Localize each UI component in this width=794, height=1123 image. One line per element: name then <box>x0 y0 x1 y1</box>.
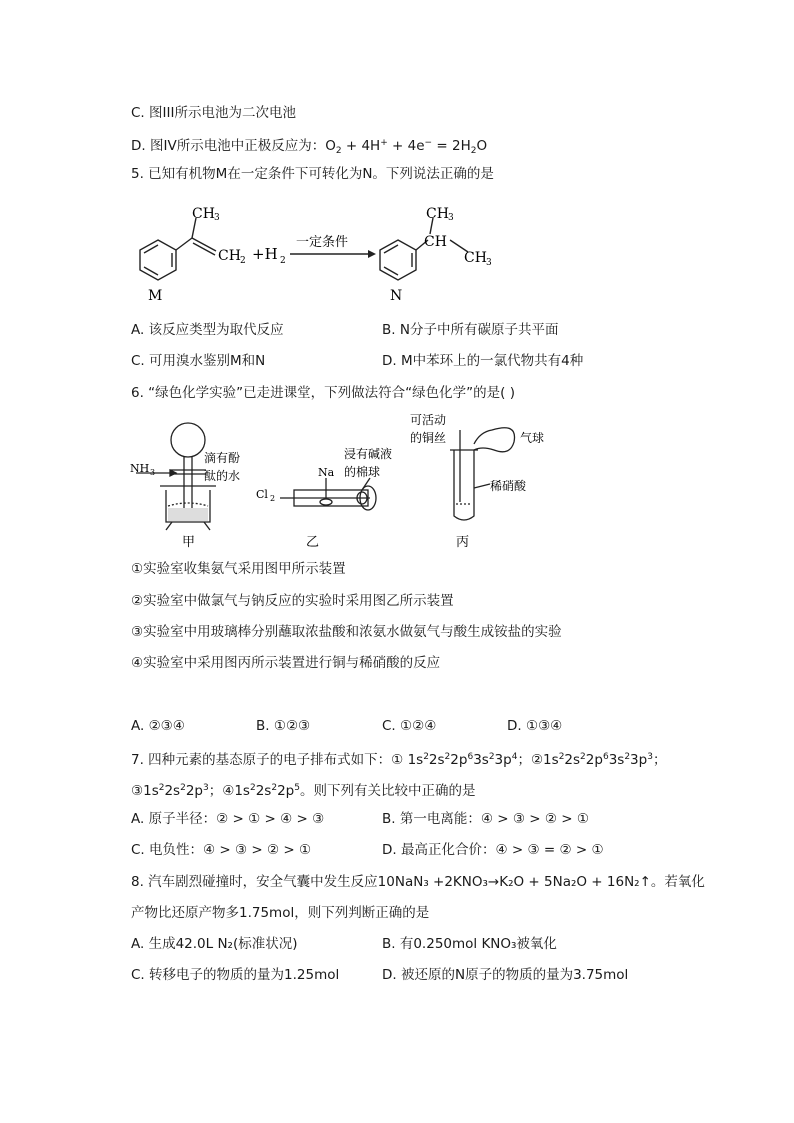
ch3-label-n-right: CH <box>464 250 487 266</box>
q5-option-a: A. 该反应类型为取代反应 <box>131 322 284 338</box>
ch-label-n: CH <box>424 234 447 250</box>
q7-option-c: C. 电负性：④ > ③ > ② > ① <box>131 842 312 858</box>
q8-option-a: A. 生成42.0L N₂(标准状况) <box>131 936 298 952</box>
q7-option-d: D. 最高正化合价：④ > ③ = ② > ① <box>382 842 604 858</box>
q5-option-b: B. N分子中所有碳原子共平面 <box>382 322 559 338</box>
q6-apparatus-figure <box>130 410 580 550</box>
label-m: M <box>148 288 163 304</box>
q5-option-d: D. M中苯环上的一氯代物共有4种 <box>382 353 584 369</box>
q4-option-d: D. 图IV所示电池中正极反应为：$O_2 + 4H^+ + 4e^- = 2H_2O$ <box>131 138 488 156</box>
cotton-label-2: 的棉球 <box>344 465 381 479</box>
cl2-label: Cl <box>256 488 268 501</box>
q8-option-c: C. 转移电子的物质的量为1.25mol <box>131 967 340 983</box>
svg-text:3: 3 <box>448 213 454 223</box>
q6-option-b: B. ①②③ <box>256 718 311 734</box>
q6-option-a: A. ②③④ <box>131 718 185 734</box>
water-label-1: 滴有酚 <box>204 451 241 465</box>
q7-stem-line2: $③1s^22s^22p^3$；$④1s^22s^22p^5$。则下列有关比较中正确的是 <box>131 783 476 799</box>
q8-stem: 8. 汽车剧烈碰撞时，安全气囊中发生反应10NaN₃ +2KNO₃→K₂O + 5Na₂O + 16N₂↑。若氧化 <box>131 874 705 890</box>
q7-line2-end: 。则下列有关比较中正确的是 <box>299 783 476 799</box>
q8-option-b: B. 有0.250mol KNO₃被氧化 <box>382 936 557 952</box>
q7-option-a: A. 原子半径：② > ① > ④ > ③ <box>131 811 325 827</box>
acid-label: 稀硝酸 <box>490 479 527 493</box>
q7-stem: 7. 四种元素的基态原子的电子排布式如下：① $1s^22s^22p^63s^23p^4$；$②1s^22s^22p^63s^23p^3$； <box>131 752 667 768</box>
q5-stem: 5. 已知有机物M在一定条件下可转化为N。下列说法正确的是 <box>131 166 494 182</box>
q4-option-c: C. 图III所示电池为二次电池 <box>131 105 296 121</box>
label-bing: 丙 <box>456 535 470 550</box>
q7-stem-a: 7. 四种元素的基态原子的电子排布式如下：① 1s <box>131 752 424 768</box>
q7-stem-b: ；②1s <box>517 752 559 768</box>
wire-label-2: 的铜丝 <box>410 431 447 445</box>
ch3-label-n-top: CH <box>426 206 449 222</box>
balloon-label: 气球 <box>520 431 545 445</box>
reaction-condition: 一定条件 <box>296 235 349 250</box>
svg-text:2: 2 <box>240 256 246 266</box>
q6-statement-1: ①实验室收集氨气采用图甲所示装置 <box>131 561 346 577</box>
q5-option-c: C. 可用溴水鉴别M和N <box>131 353 266 369</box>
svg-text:3: 3 <box>486 258 492 268</box>
q6-statement-4: ④实验室中采用图丙所示装置进行铜与稀硝酸的反应 <box>131 655 441 671</box>
label-yi: 乙 <box>306 535 320 550</box>
q6-option-c: C. ①②④ <box>382 718 437 734</box>
q4-d-h2: = 2H <box>432 138 471 154</box>
svg-text:3: 3 <box>150 468 156 477</box>
wire-label-1: 可活动 <box>410 413 447 427</box>
q4-d-text: D. 图IV所示电池中正极反应为：O <box>131 138 336 154</box>
cotton-label-1: 浸有碱液 <box>344 447 393 461</box>
na-label: Na <box>318 466 335 479</box>
q7-option-b: B. 第一电离能：④ > ③ > ② > ① <box>382 811 589 827</box>
benzene-ring-m <box>140 218 216 280</box>
q6-statement-2: ②实验室中做氯气与钠反应的实验时采用图乙所示装置 <box>131 593 454 609</box>
nh3-label: NH <box>130 462 150 475</box>
q5-reaction-figure <box>130 196 510 308</box>
label-n: N <box>390 288 403 304</box>
label-jia: 甲 <box>182 535 196 550</box>
q8-stem-line2: 产物比还原产物多1.75mol，则下列判断正确的是 <box>131 905 430 921</box>
q6-stem: 6. “绿色化学实验”已走进课堂，下列做法符合“绿色化学”的是( ) <box>131 385 515 401</box>
ch2-label-m: CH <box>218 248 241 264</box>
q6-statement-3: ③实验室中用玻璃棒分别蘸取浓盐酸和浓氨水做氨气与酸生成铵盐的实验 <box>131 624 562 640</box>
svg-text:2: 2 <box>280 256 286 266</box>
q4-d-o: O <box>476 138 488 154</box>
q8-option-d: D. 被还原的N原子的物质的量为3.75mol <box>382 967 629 983</box>
ch3-label-m: CH <box>192 206 215 222</box>
h2-label: +H <box>252 245 278 263</box>
q7-line2-b: ；④1s <box>208 783 250 799</box>
q4-d-h: + 4H <box>341 138 381 154</box>
water-label-2: 酞的水 <box>204 469 241 483</box>
svg-text:2: 2 <box>270 494 276 503</box>
svg-text:3: 3 <box>214 213 220 223</box>
q7-line2-a: ③1s <box>131 783 159 799</box>
q6-option-d: D. ①③④ <box>507 718 563 734</box>
q4-d-e: + 4e <box>387 138 425 154</box>
